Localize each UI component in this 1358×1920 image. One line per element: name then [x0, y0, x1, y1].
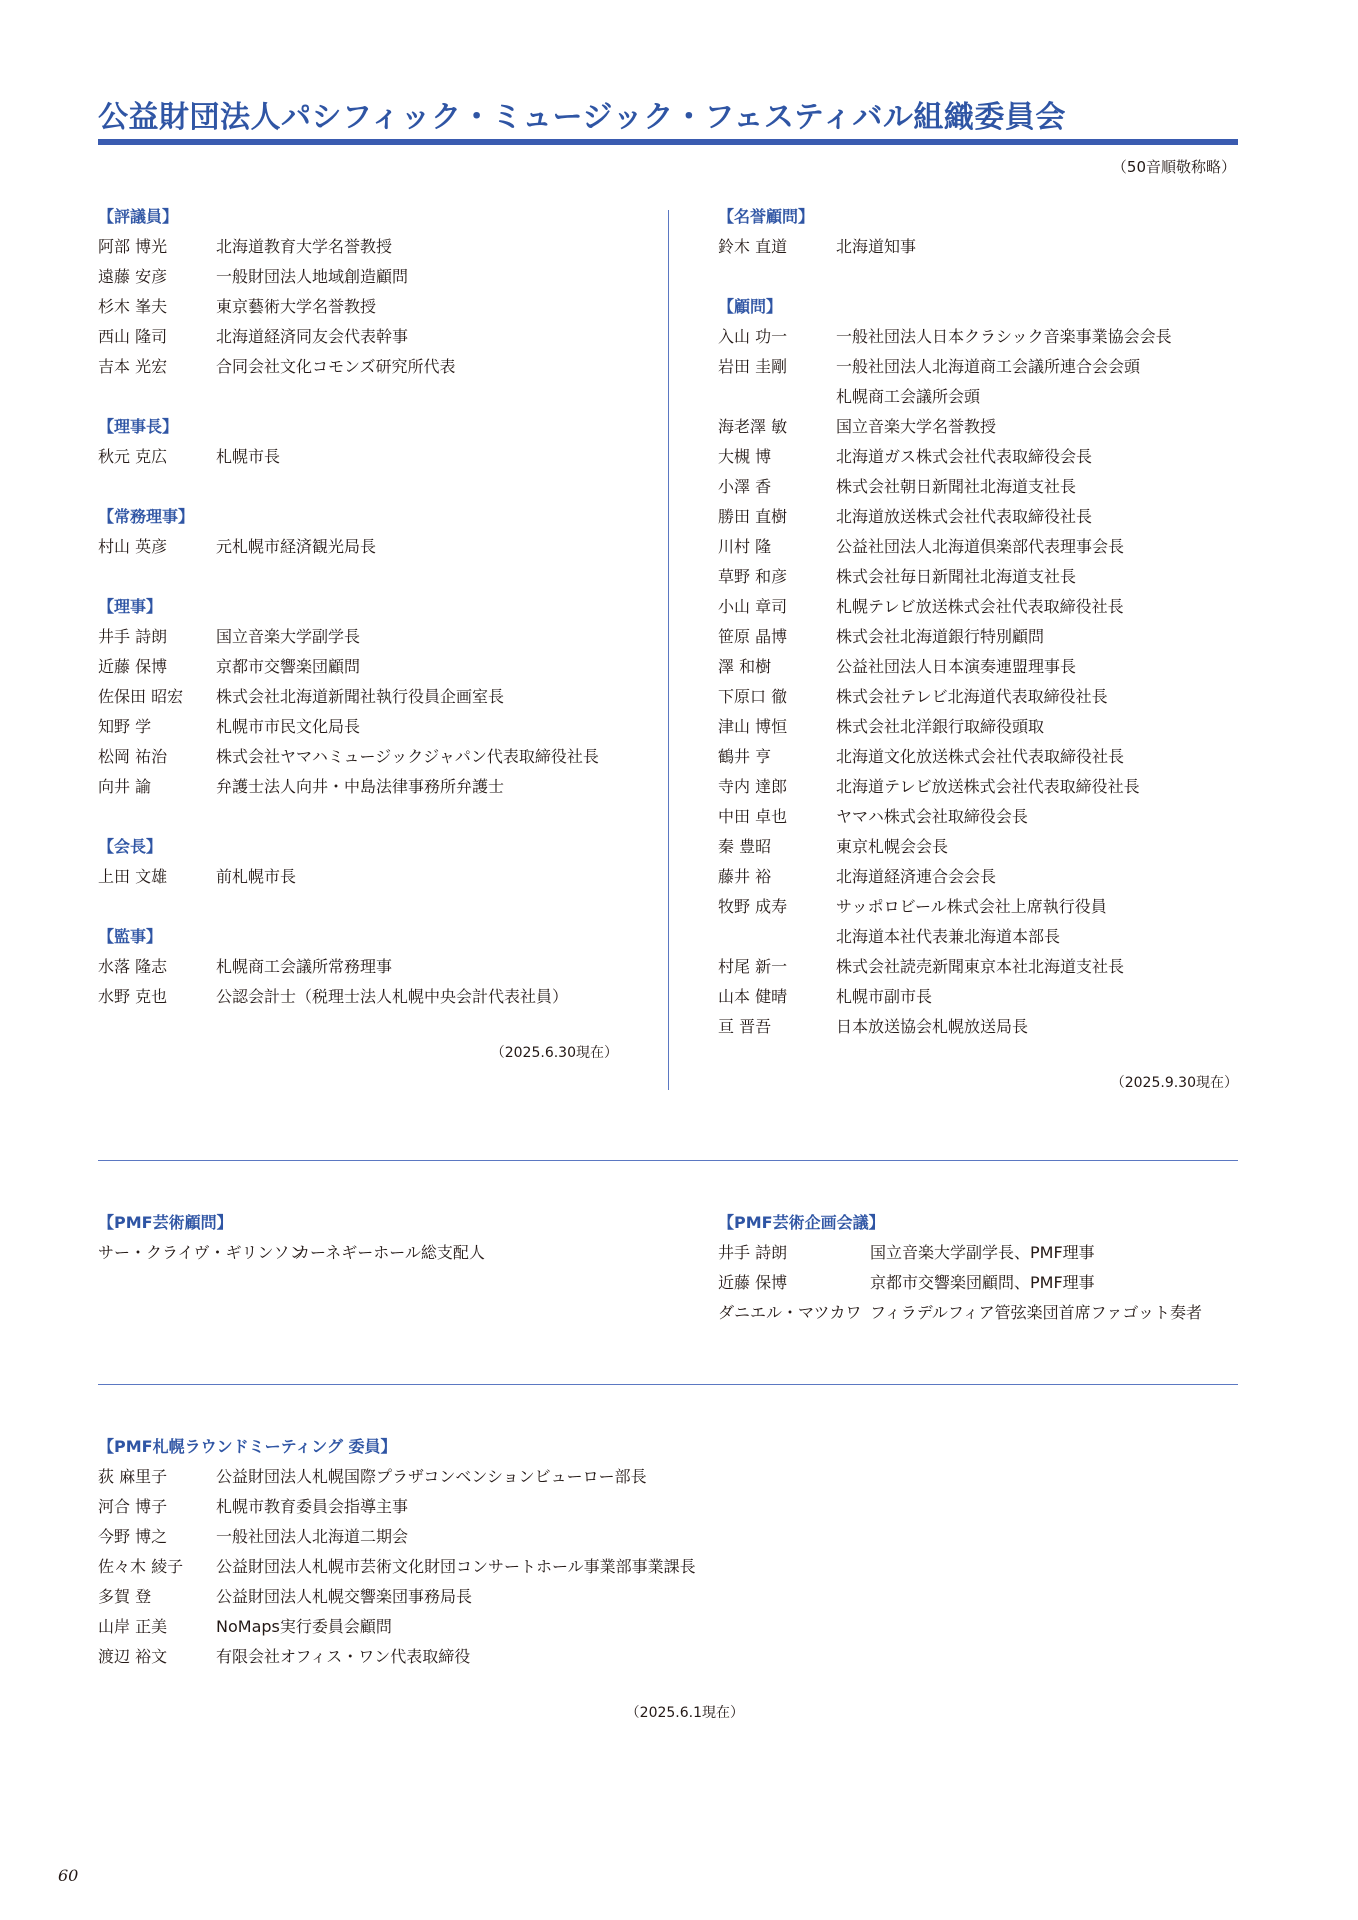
member-section [98, 1208, 658, 1268]
section-heading: 【名誉顧問】 [718, 207, 815, 226]
member-name: 水落 隆志 [98, 957, 168, 976]
member-role: 札幌商工会議所常務理事 [216, 957, 393, 976]
member-row [718, 562, 1238, 592]
member-name: 海老澤 敏 [718, 417, 788, 436]
member-row [718, 772, 1238, 802]
member-name: 草野 和彦 [718, 567, 788, 586]
member-role: 札幌市副市長 [836, 987, 933, 1006]
right-column [718, 202, 1238, 1092]
member-role: 国立音楽大学副学長、PMF理事 [870, 1243, 1095, 1262]
member-role: 株式会社北海道新聞社執行役員企画室長 [216, 687, 505, 706]
member-name: 多賀 登 [98, 1587, 152, 1606]
member-name: 鶴井 亨 [718, 747, 772, 766]
member-section [718, 292, 1238, 1042]
member-row [718, 832, 1238, 862]
section-heading: 【顧問】 [718, 297, 783, 316]
member-name: 知野 学 [98, 717, 152, 736]
member-name: 西山 隆司 [98, 327, 168, 346]
member-section [98, 502, 618, 562]
member-name: サー・クライヴ・ギリンソン [98, 1243, 306, 1262]
member-name: 澤 和樹 [718, 657, 772, 676]
member-name: 藤井 裕 [718, 867, 772, 886]
member-row [718, 742, 1238, 772]
section-heading: 【PMF札幌ラウンドミーティング 委員】 [98, 1437, 397, 1456]
member-row [98, 712, 618, 742]
member-role: 株式会社北海道銀行特別顧問 [836, 627, 1045, 646]
section-divider-2 [98, 1384, 1238, 1385]
member-name: 遠藤 安彦 [98, 267, 168, 286]
member-name: 小山 章司 [718, 597, 788, 616]
member-role: 北海道本社代表兼北海道本部長 [836, 927, 1061, 946]
pmf-art-advisor-block [98, 1208, 658, 1268]
member-name: 中田 卓也 [718, 807, 788, 826]
member-name: 向井 諭 [98, 777, 152, 796]
member-row [718, 322, 1238, 352]
member-name: 荻 麻里子 [98, 1467, 168, 1486]
member-role: 公益社団法人日本演奏連盟理事長 [836, 657, 1077, 676]
member-role: 株式会社北洋銀行取締役頭取 [836, 717, 1045, 736]
member-row [98, 1642, 744, 1672]
member-name: 岩田 圭剛 [718, 357, 788, 376]
section-heading: 【理事長】 [98, 417, 179, 436]
member-row [98, 442, 618, 472]
member-role: 有限会社オフィス・ワン代表取締役 [216, 1647, 471, 1666]
title-underline [98, 139, 1238, 145]
member-name: 勝田 直樹 [718, 507, 788, 526]
member-row [718, 352, 1238, 382]
member-name: 上田 文雄 [98, 867, 168, 886]
section-heading: 【監事】 [98, 927, 163, 946]
member-name: 山岸 正美 [98, 1617, 168, 1636]
member-row [718, 592, 1238, 622]
member-section [98, 1432, 744, 1672]
section-divider-1 [98, 1160, 1238, 1161]
pmf-round-meeting-block [98, 1432, 744, 1722]
member-row [98, 1492, 744, 1522]
member-row [718, 382, 1238, 412]
member-row [718, 952, 1238, 982]
member-row [98, 622, 618, 652]
member-name: 入山 功一 [718, 327, 788, 346]
page-title: 公益財団法人パシフィック・ミュージック・フェスティバル組織委員会 [98, 100, 1066, 135]
member-role: 東京札幌会会長 [836, 837, 949, 856]
member-role: 北海道経済同友会代表幹事 [216, 327, 409, 346]
member-role: 東京藝術大学名誉教授 [216, 297, 377, 316]
pmf-art-planning-block [718, 1208, 1258, 1328]
member-section [98, 832, 618, 892]
member-name: 佐々木 綾子 [98, 1557, 184, 1576]
member-row [98, 322, 618, 352]
member-role: 札幌市長 [216, 447, 281, 466]
member-name: 近藤 保博 [718, 1273, 788, 1292]
section-heading: 【理事】 [98, 597, 163, 616]
member-role: カーネギーホール総支配人 [294, 1243, 485, 1262]
member-role: 一般社団法人日本クラシック音楽事業協会会長 [836, 327, 1172, 346]
member-section [98, 412, 618, 472]
member-name: 牧野 成寿 [718, 897, 788, 916]
member-role: 北海道ガス株式会社代表取締役会長 [836, 447, 1093, 466]
member-name: 川村 隆 [718, 537, 772, 556]
member-name: 井手 詩朗 [718, 1243, 788, 1262]
member-role: 北海道教育大学名誉教授 [216, 237, 393, 256]
page-number: 60 [58, 1866, 79, 1885]
member-row [98, 532, 618, 562]
member-name: 河合 博子 [98, 1497, 168, 1516]
member-row [98, 682, 618, 712]
member-row [718, 682, 1238, 712]
column-divider [668, 210, 669, 1090]
member-row [98, 1612, 744, 1642]
member-role: フィラデルフィア管弦楽団首席ファゴット奏者 [870, 1303, 1203, 1322]
member-role: 株式会社朝日新聞社北海道支社長 [836, 477, 1077, 496]
member-name [718, 382, 836, 412]
member-section [98, 922, 618, 1012]
member-name: 村山 英彦 [98, 537, 168, 556]
section-heading: 【PMF芸術顧問】 [98, 1213, 233, 1232]
member-row [98, 652, 618, 682]
member-name: ダニエル・マツカワ [718, 1303, 862, 1322]
member-name: 渡辺 裕文 [98, 1647, 168, 1666]
section-heading: 【会長】 [98, 837, 163, 856]
member-name: 小澤 香 [718, 477, 772, 496]
member-name: 今野 博之 [98, 1527, 168, 1546]
member-role: 株式会社読売新聞東京本社北海道支社長 [836, 957, 1125, 976]
member-row [718, 922, 1238, 952]
member-name: 寺内 達郎 [718, 777, 788, 796]
member-row [98, 862, 618, 892]
member-row [718, 652, 1238, 682]
member-role: 北海道放送株式会社代表取締役社長 [836, 507, 1093, 526]
member-row [98, 982, 618, 1012]
member-role: 北海道文化放送株式会社代表取締役社長 [836, 747, 1125, 766]
member-role: 公益財団法人札幌交響楽団事務局長 [216, 1587, 473, 1606]
member-role: 公認会計士（税理士法人札幌中央会計代表社員） [216, 987, 569, 1006]
member-row [98, 772, 618, 802]
member-role: 公益財団法人札幌国際プラザコンベンションビューロー部長 [216, 1467, 647, 1486]
section-heading: 【評議員】 [98, 207, 179, 226]
member-row [718, 532, 1238, 562]
member-role: 一般社団法人北海道二期会 [216, 1527, 409, 1546]
member-role: 北海道テレビ放送株式会社代表取締役社長 [836, 777, 1140, 796]
member-role: 札幌テレビ放送株式会社代表取締役社長 [836, 597, 1124, 616]
member-name: 鈴木 直道 [718, 237, 788, 256]
member-role: 京都市交響楽団顧問 [216, 657, 361, 676]
member-row [98, 1552, 744, 1582]
member-name: 水野 克也 [98, 987, 168, 1006]
member-role: 日本放送協会札幌放送局長 [836, 1017, 1029, 1036]
member-name: 津山 博恒 [718, 717, 788, 736]
member-name: 下原口 徹 [718, 687, 788, 706]
as-of-date: （2025.9.30現在） [1110, 1075, 1238, 1091]
member-role: 前札幌市長 [216, 867, 297, 886]
member-role: 京都市交響楽団顧問、PMF理事 [870, 1273, 1095, 1292]
member-row [718, 1268, 1258, 1298]
member-row [718, 802, 1238, 832]
member-row [718, 232, 1238, 262]
member-row [98, 742, 618, 772]
member-role: 弁護士法人向井・中島法律事務所弁護士 [216, 777, 505, 796]
member-row [98, 1238, 658, 1268]
member-name: 亘 晋吾 [718, 1017, 772, 1036]
member-name: 秋元 克広 [98, 447, 168, 466]
member-row [98, 952, 618, 982]
member-name: 秦 豊昭 [718, 837, 772, 856]
member-role: 株式会社テレビ北海道代表取締役社長 [836, 687, 1108, 706]
member-row [98, 1582, 744, 1612]
member-row [718, 982, 1238, 1012]
as-of-date: （2025.6.1現在） [625, 1705, 744, 1721]
member-name: 村尾 新一 [718, 957, 788, 976]
member-name: 松岡 祐治 [98, 747, 168, 766]
as-of-date: （2025.6.30現在） [490, 1045, 618, 1061]
member-row [98, 1462, 744, 1492]
member-role: 株式会社ヤマハミュージックジャパン代表取締役社長 [216, 747, 599, 766]
member-name: 近藤 保博 [98, 657, 168, 676]
member-section [718, 202, 1238, 262]
member-name: 佐保田 昭宏 [98, 687, 184, 706]
member-section [98, 592, 618, 802]
section-heading: 【PMF芸術企画会議】 [718, 1213, 885, 1232]
member-row [718, 442, 1238, 472]
member-name [718, 922, 836, 952]
member-role: 北海道経済連合会会長 [836, 867, 997, 886]
member-name: 井手 詩朗 [98, 627, 168, 646]
member-section [98, 202, 618, 382]
member-row [718, 892, 1238, 922]
member-section [718, 1208, 1258, 1328]
member-row [718, 862, 1238, 892]
member-role: 株式会社毎日新聞社北海道支社長 [836, 567, 1077, 586]
left-column [98, 202, 618, 1062]
member-row [718, 1298, 1258, 1328]
order-note: （50音順敬称略） [1111, 158, 1236, 176]
member-name: 阿部 博光 [98, 237, 168, 256]
member-row [718, 412, 1238, 442]
member-row [718, 472, 1238, 502]
member-row [98, 292, 618, 322]
member-row [718, 712, 1238, 742]
member-row [718, 622, 1238, 652]
member-role: サッポロビール株式会社上席執行役員 [836, 897, 1107, 916]
member-row [98, 262, 618, 292]
member-role: 北海道知事 [836, 237, 917, 256]
member-role: 元札幌市経済観光局長 [216, 537, 377, 556]
member-role: 公益社団法人北海道倶楽部代表理事会長 [836, 537, 1125, 556]
member-name: 笹原 晶博 [718, 627, 788, 646]
member-role: 一般社団法人北海道商工会議所連合会会頭 [836, 357, 1141, 376]
member-row [718, 1238, 1258, 1268]
member-role: 国立音楽大学名誉教授 [836, 417, 997, 436]
member-name: 吉本 光宏 [98, 357, 168, 376]
member-role: ヤマハ株式会社取締役会長 [836, 807, 1028, 826]
member-name: 大槻 博 [718, 447, 772, 466]
member-role: NoMaps実行委員会顧問 [216, 1617, 392, 1636]
member-row [718, 1012, 1238, 1042]
member-row [98, 352, 618, 382]
member-name: 山本 健晴 [718, 987, 788, 1006]
section-heading: 【常務理事】 [98, 507, 195, 526]
member-row [98, 1522, 744, 1552]
member-name: 杉木 峯夫 [98, 297, 168, 316]
member-role: 一般財団法人地域創造顧問 [216, 267, 409, 286]
member-role: 国立音楽大学副学長 [216, 627, 361, 646]
member-row [98, 232, 618, 262]
member-role: 札幌市市民文化局長 [216, 717, 361, 736]
member-row [718, 502, 1238, 532]
member-role: 札幌市教育委員会指導主事 [216, 1497, 409, 1516]
member-role: 札幌商工会議所会頭 [836, 387, 981, 406]
member-role: 合同会社文化コモンズ研究所代表 [216, 357, 456, 376]
member-role: 公益財団法人札幌市芸術文化財団コンサートホール事業部事業課長 [216, 1557, 696, 1576]
